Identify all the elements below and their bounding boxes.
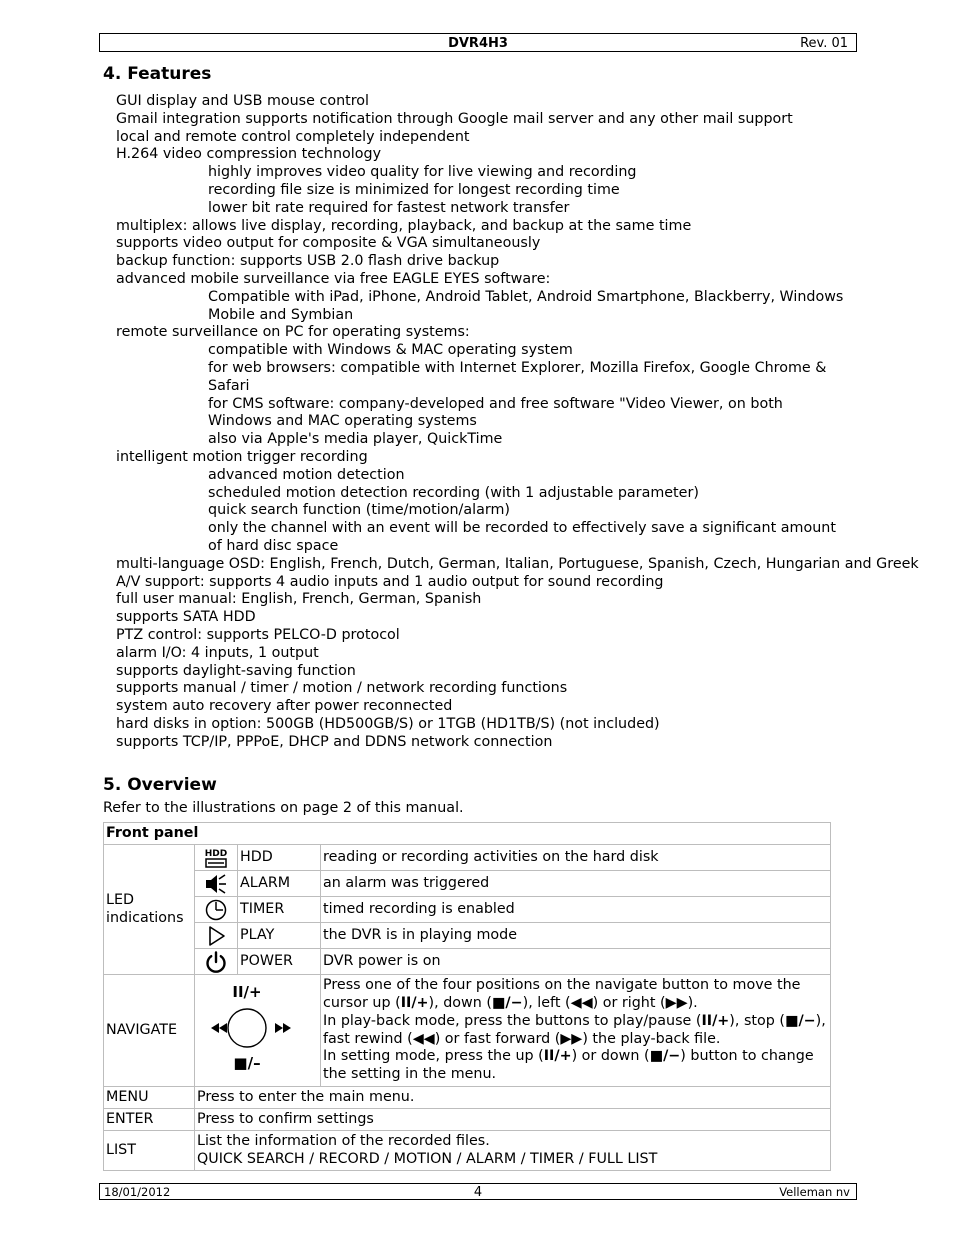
feature-item: intelligent motion trigger recording — [116, 448, 368, 465]
led-desc-alarm: an alarm was triggered — [321, 871, 831, 897]
page-header — [99, 33, 857, 52]
led-desc-hdd: reading or recording activities on the hard disk — [321, 845, 831, 871]
navigate-desc-line-2: In play-back mode, press the buttons to play/pause (II/+), stop (■/−), fast rewind (◀◀) or fast forward (▶▶) the play-back file. — [323, 1012, 826, 1047]
led-desc-power: DVR power is on — [321, 949, 831, 975]
features-heading: 4. Features — [103, 64, 212, 84]
feature-item: supports daylight-saving function — [116, 662, 356, 679]
navigate-desc-line-3: In setting mode, press the up (II/+) or down (■/−) button to change the setting in the menu. — [323, 1048, 814, 1083]
footer-date: 18/01/2012 — [104, 1185, 171, 1199]
led-name-power: POWER — [238, 949, 321, 975]
page-footer — [99, 1183, 857, 1200]
led-name-hdd: HDD — [238, 845, 321, 871]
list-desc-line-1: List the information of the recorded files. — [197, 1132, 490, 1149]
footer-company: Velleman nv — [779, 1185, 850, 1199]
feature-subitem: scheduled motion detection recording (with 1 adjustable parameter) — [208, 484, 699, 501]
feature-item: supports TCP/IP, PPPoE, DHCP and DDNS network connection — [116, 733, 553, 750]
feature-item: Gmail integration supports notification through Google mail server and any other mail support — [116, 110, 793, 127]
feature-item: multiplex: allows live display, recording, playback, and backup at the same time — [116, 217, 692, 234]
feature-item: alarm I/O: 4 inputs, 1 output — [116, 644, 319, 661]
feature-item: multi-language OSD: English, French, Dutch, German, Italian, Portuguese, Spanish, Czech, Hungarian and Greek — [116, 555, 919, 572]
feature-subitem: highly improves video quality for live viewing and recording — [208, 164, 637, 181]
feature-item: full user manual: English, French, German, Spanish — [116, 591, 482, 608]
list-label: LIST — [104, 1131, 195, 1171]
feature-item: hard disks in option: 500GB (HD500GB/S) or 1TGB (HD1TB/S) (not included) — [116, 715, 660, 732]
led-name-play: PLAY — [238, 923, 321, 949]
header-revision: Rev. 01 — [800, 36, 848, 51]
feature-item: A/V support: supports 4 audio inputs and 1 audio output for sound recording — [116, 573, 664, 590]
front-panel-heading: Front panel — [104, 823, 831, 845]
navigate-desc-line-1: Press one of the four positions on the navigate button to move the cursor up (II/+), down (■/−), left (◀◀) or right (▶▶). — [323, 977, 801, 1011]
navigate-label: NAVIGATE — [104, 975, 195, 1087]
navigate-up-glyph: II/+ — [232, 982, 262, 1001]
menu-label: MENU — [104, 1087, 195, 1109]
front-panel-table — [103, 822, 831, 1171]
feature-item: advanced mobile surveillance via free EAGLE EYES software: — [116, 270, 551, 287]
overview-heading: 5. Overview — [103, 775, 217, 795]
footer-page-number: 4 — [473, 1185, 483, 1200]
feature-subitem: also via Apple's media player, QuickTime — [208, 431, 503, 448]
navigate-button-diagram — [195, 975, 321, 1087]
feature-item: PTZ control: supports PELCO-D protocol — [116, 626, 400, 643]
feature-subitem: for web browsers: compatible with Internet Explorer, Mozilla Firefox, Google Chrome & Safari — [208, 359, 827, 394]
feature-item: supports video output for composite & VGA simultaneously — [116, 235, 541, 252]
feature-item: supports manual / timer / motion / network recording functions — [116, 680, 568, 697]
feature-item: remote surveillance on PC for operating systems: — [116, 324, 470, 341]
header-model: DVR4H3 — [448, 36, 508, 51]
list-desc-line-2: QUICK SEARCH / RECORD / MOTION / ALARM / TIMER / FULL LIST — [197, 1150, 658, 1167]
navigate-desc — [321, 975, 831, 1087]
feature-subitem: advanced motion detection — [208, 466, 405, 483]
led-desc-play: the DVR is in playing mode — [321, 923, 831, 949]
play-icon — [195, 923, 238, 949]
navigate-down-glyph: ■/– — [233, 1053, 261, 1072]
led-name-timer: TIMER — [238, 897, 321, 923]
led-desc-timer: timed recording is enabled — [321, 897, 831, 923]
feature-subitem: for CMS software: company-developed and free software "Video Viewer, on both Windows and MAC operating systems — [208, 395, 783, 430]
feature-item: GUI display and USB mouse control — [116, 93, 370, 109]
enter-label: ENTER — [104, 1109, 195, 1131]
feature-subitem: Compatible with iPad, iPhone, Android Tablet, Android Smartphone, Blackberry, Windows Mobile and Symbian — [208, 288, 844, 323]
feature-subitem: lower bit rate required for fastest network transfer — [208, 199, 570, 216]
feature-subitem: recording file size is minimized for longest recording time — [208, 181, 620, 198]
menu-desc: Press to enter the main menu. — [195, 1087, 831, 1109]
feature-item: system auto recovery after power reconnected — [116, 698, 453, 715]
feature-item: backup function: supports USB 2.0 flash drive backup — [116, 253, 500, 270]
feature-item: H.264 video compression technology — [116, 146, 382, 163]
feature-subitem: compatible with Windows & MAC operating system — [208, 342, 573, 359]
led-name-alarm: ALARM — [238, 871, 321, 897]
feature-subitem: quick search function (time/motion/alarm) — [208, 502, 510, 519]
feature-item: local and remote control completely independent — [116, 128, 470, 145]
enter-desc: Press to confirm settings — [195, 1109, 831, 1131]
features-list — [116, 93, 919, 751]
power-icon — [195, 949, 238, 975]
led-indications-label: LED indications — [104, 845, 195, 975]
alarm-icon — [195, 871, 238, 897]
feature-subitem: only the channel with an event will be recorded to effectively save a significant amount of hard disc space — [208, 520, 836, 554]
hdd-icon — [195, 845, 238, 871]
overview-intro: Refer to the illustrations on page 2 of this manual. — [103, 800, 464, 816]
timer-icon — [195, 897, 238, 923]
feature-item: supports SATA HDD — [116, 609, 256, 626]
hdd-icon-text: HDD — [204, 848, 228, 859]
list-desc — [195, 1131, 831, 1171]
